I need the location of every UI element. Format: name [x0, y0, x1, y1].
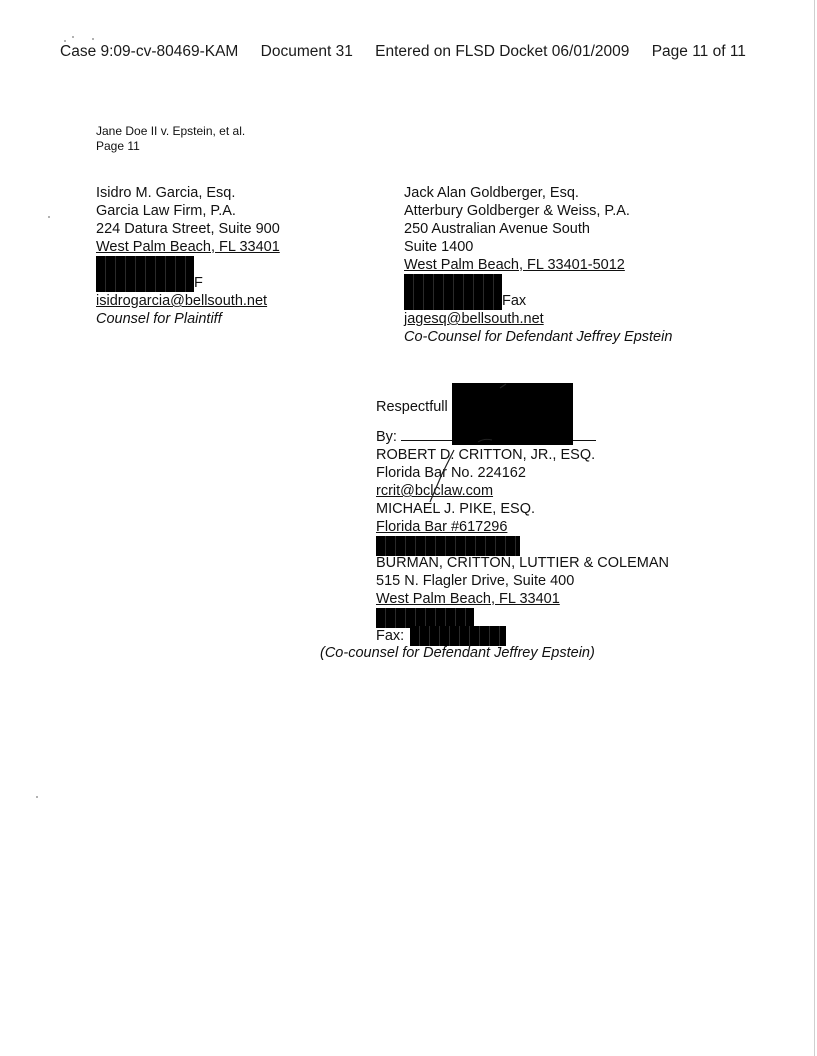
scan-speck: [64, 40, 66, 42]
attorney-bar-1: Florida Bar No. 224162: [376, 465, 526, 481]
redaction-box: [404, 274, 502, 292]
counsel-role: Counsel for Plaintiff: [96, 311, 222, 327]
counsel-role: Co-Counsel for Defendant Jeffrey Epstein: [404, 329, 673, 345]
attorney-email-1: rcrit@bclclaw.com: [376, 483, 494, 499]
counsel-address-line1: 224 Datura Street, Suite 900: [96, 221, 280, 237]
fax-suffix: F: [194, 275, 203, 291]
by-label: By:: [376, 429, 397, 445]
plaintiff-counsel-block: [96, 184, 280, 328]
redaction-box: [410, 626, 506, 646]
fax-row: [96, 274, 280, 292]
firm-name: BURMAN, CRITTON, LUTTIER & COLEMAN: [376, 555, 669, 571]
counsel-email: jagesq@bellsouth.net: [404, 311, 544, 327]
counsel-address-line2: Suite 1400: [404, 239, 474, 255]
counsel-firm: Garcia Law Firm, P.A.: [96, 203, 236, 219]
counsel-address-line2: West Palm Beach, FL 33401: [96, 239, 280, 255]
redaction-box: [376, 536, 520, 556]
attorney-name-1: ROBERT D. CRITTON, JR., ESQ.: [376, 447, 596, 463]
redacted-row: [376, 536, 669, 554]
redaction-box: [96, 256, 194, 274]
redacted-phone-row: [404, 274, 672, 292]
scan-speck: [72, 36, 74, 38]
co-counsel-block: [404, 184, 672, 346]
case-caption: [96, 124, 245, 154]
counsel-name: Jack Alan Goldberger, Esq.: [404, 185, 579, 201]
attorney-name-2: MICHAEL J. PIKE, ESQ.: [376, 501, 536, 517]
redacted-row: [376, 608, 669, 626]
counsel-name: Isidro M. Garcia, Esq.: [96, 185, 236, 201]
redacted-phone-row: [96, 256, 280, 274]
fax-row: [376, 626, 669, 644]
counsel-address-line3: West Palm Beach, FL 33401-5012: [404, 257, 625, 273]
caption-page: Page 11: [96, 139, 140, 153]
scan-speck: [36, 796, 38, 798]
attorney-bar-2: Florida Bar #617296: [376, 519, 508, 535]
redaction-box: [404, 292, 502, 310]
counsel-firm: Atterbury Goldberger & Weiss, P.A.: [404, 203, 630, 219]
scan-speck: [92, 38, 94, 40]
docket-entry-date: Entered on FLSD Docket 06/01/2009: [375, 43, 630, 60]
closing-text: Respectfull: [376, 399, 448, 415]
fax-label: Fax: [502, 293, 527, 309]
page-edge-line: [814, 0, 815, 1056]
fax-row: [404, 292, 672, 310]
case-number: Case 9:09-cv-80469-KAM: [60, 43, 239, 60]
signature-role: (Co-counsel for Defendant Jeffrey Epstein): [320, 645, 595, 661]
firm-address-line2: West Palm Beach, FL 33401: [376, 591, 560, 607]
redaction-box: [96, 274, 194, 292]
fax-label: Fax:: [376, 627, 405, 644]
document-number: Document 31: [260, 43, 353, 60]
page-number: Page 11 of 11: [651, 43, 746, 60]
docket-header: [60, 43, 746, 61]
redaction-box: [376, 608, 474, 628]
firm-address-line1: 515 N. Flagler Drive, Suite 400: [376, 573, 575, 589]
counsel-address-line1: 250 Australian Avenue South: [404, 221, 590, 237]
case-style: Jane Doe II v. Epstein, et al.: [96, 124, 246, 138]
counsel-email: isidrogarcia@bellsouth.net: [96, 293, 268, 309]
scan-speck: [48, 216, 50, 218]
signature-stroke: [420, 378, 540, 518]
